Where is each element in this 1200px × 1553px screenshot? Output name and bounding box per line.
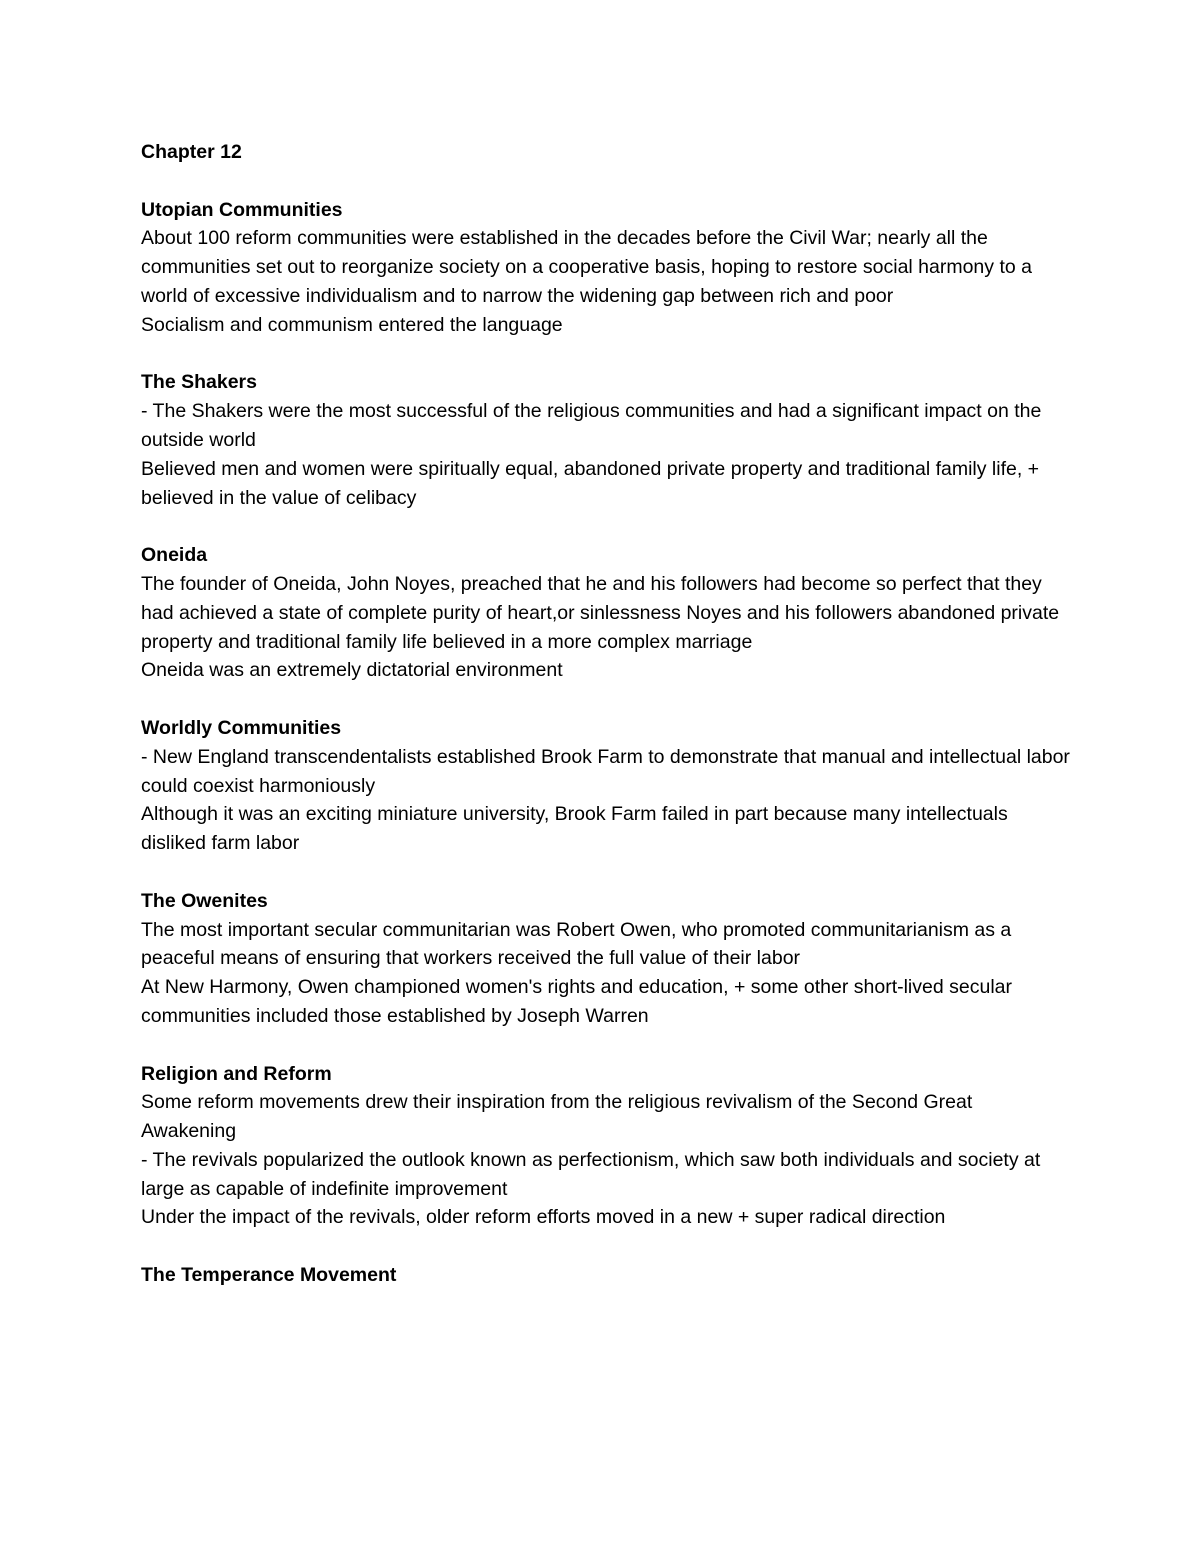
paragraph: The founder of Oneida, John Noyes, preached that he and his followers had become so perfect that they had achieved a state of complete purity of heart,or sinlessness Noyes and his followers abandoned private property and traditional family life believed in a more complex marriage bbox=[141, 572, 1060, 653]
section-the-shakers bbox=[141, 368, 1071, 512]
section-utopian-communities bbox=[141, 196, 1071, 340]
section-heading: The Owenites bbox=[141, 889, 268, 912]
section-religion-and-reform bbox=[141, 1060, 1071, 1233]
section-the-owenites bbox=[141, 887, 1071, 1031]
paragraph: At New Harmony, Owen championed women's rights and education, + some other short-lived secular communities included those established by Joseph Warren bbox=[141, 976, 1012, 1027]
section-heading: Utopian Communities bbox=[141, 198, 343, 221]
paragraph: - The Shakers were the most successful of the religious communities and had a significant impact on the outside world bbox=[141, 400, 1042, 451]
paragraph: Some reform movements drew their inspiration from the religious revivalism of the Second Great Awakening bbox=[141, 1091, 973, 1143]
chapter-title: Chapter 12 bbox=[141, 141, 242, 163]
paragraph: Under the impact of the revivals, older reform efforts moved in a new + super radical direction bbox=[141, 1206, 946, 1229]
paragraph: About 100 reform communities were established in the decades before the Civil War; nearly all the communities set out to reorganize society on a cooperative basis, hoping to restore social harmony to a world of excessive individualism and to narrow the widening gap between rich and poor bbox=[141, 227, 1032, 307]
document-page bbox=[141, 138, 1071, 1319]
section-oneida bbox=[141, 541, 1071, 685]
paragraph: Believed men and women were spiritually equal, abandoned private property and traditional family life, + believed in the value of celibacy bbox=[141, 457, 1040, 509]
section-heading: Worldly Communities bbox=[141, 716, 342, 739]
section-heading: Religion and Reform bbox=[141, 1062, 332, 1085]
section-the-temperance-movement bbox=[141, 1261, 1071, 1290]
paragraph: Socialism and communism entered the language bbox=[141, 313, 563, 336]
section-heading: Oneida bbox=[141, 544, 208, 567]
paragraph: Oneida was an extremely dictatorial environment bbox=[141, 659, 563, 682]
paragraph: Although it was an exciting miniature university, Brook Farm failed in part because many intellectuals disliked farm labor bbox=[141, 803, 1008, 855]
section-worldly-communities bbox=[141, 714, 1071, 858]
paragraph: - New England transcendentalists established Brook Farm to demonstrate that manual and intellectual labor could coexist harmoniously bbox=[141, 745, 1070, 797]
paragraph: The most important secular communitarian was Robert Owen, who promoted communitarianism as a peaceful means of ensuring that workers received the full value of their labor bbox=[141, 918, 1012, 970]
section-heading: The Temperance Movement bbox=[141, 1264, 397, 1287]
section-heading: The Shakers bbox=[141, 371, 257, 394]
paragraph: - The revivals popularized the outlook known as perfectionism, which saw both individuals and society at large as capable of indefinite improvement bbox=[141, 1148, 1041, 1200]
